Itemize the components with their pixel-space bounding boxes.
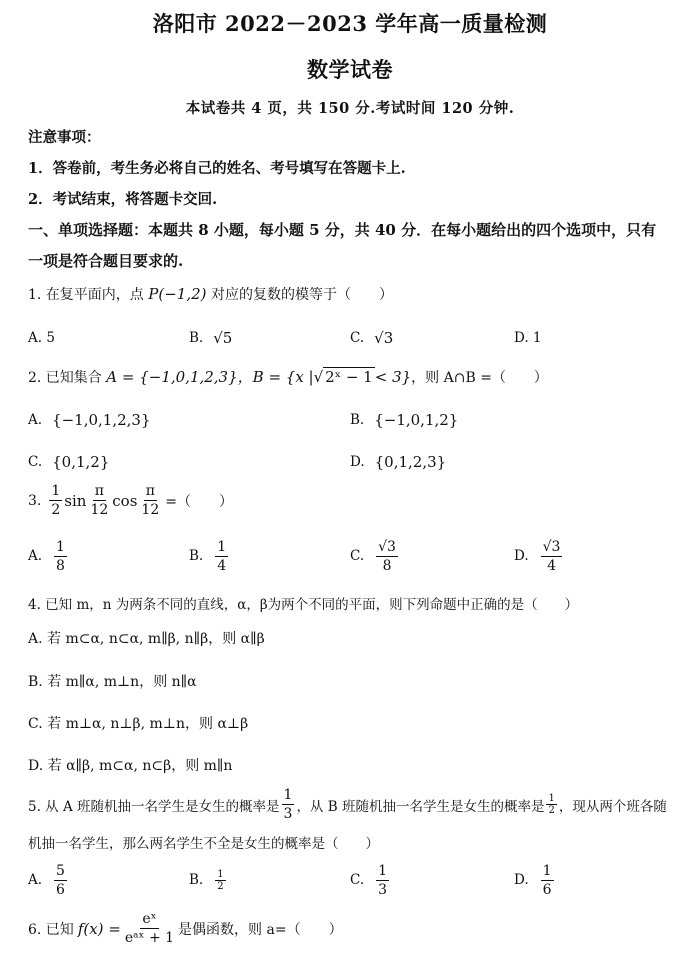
exam-title: 洛阳市 2022－2023 学年高一质量检测 bbox=[152, 11, 548, 36]
note-item-2: 2．考试结束，将答题卡交回. bbox=[28, 191, 218, 208]
option-d: D. 若 α∥β, m⊂α, n⊂β，则 m∥n bbox=[28, 758, 233, 774]
option-d: D. 1 bbox=[514, 330, 542, 346]
exam-info: 本试卷共 4 页，共 150 分.考试时间 120 分钟. bbox=[185, 100, 515, 117]
fraction: $\frac{1}{2}$ bbox=[51, 483, 61, 518]
question-text: 对应的复数的模等于（ ） bbox=[210, 287, 393, 303]
math-set-b: ，B = {x | bbox=[237, 368, 314, 386]
math-set-a: A = {−1,0,1,2,3} bbox=[106, 368, 238, 386]
option-a: A. {−1,0,1,2,3} bbox=[28, 411, 151, 429]
option-c: C. 若 m⊥α, n⊥β, m⊥n，则 α⊥β bbox=[28, 716, 249, 732]
question-3-stem: 3. $\frac{1}{2}$ sin $\frac{\pi}{12}$ cos $\frac{\pi}{12}$ =（ ） bbox=[28, 483, 233, 518]
fraction: $\frac{\pi}{12}$ bbox=[141, 483, 160, 518]
question-1-stem bbox=[28, 284, 678, 304]
option-a: A. $\frac{1}{8}$ bbox=[28, 538, 65, 574]
option-c: C. {0,1,2} bbox=[28, 453, 110, 471]
sqrt-expression: √ 2ˣ − 1 bbox=[313, 368, 373, 386]
option-b: B. 若 m∥α, m⊥n，则 n∥α bbox=[28, 674, 197, 690]
option-d: D. {0,1,2,3} bbox=[350, 453, 447, 471]
notes-heading: 注意事项： bbox=[28, 129, 101, 146]
question-2-options-row2 bbox=[28, 442, 678, 482]
option-c: C. $\frac{√3}{8}$ bbox=[350, 538, 396, 574]
question-text: 1. 在复平面内，点 bbox=[28, 287, 144, 303]
question-1-options bbox=[28, 318, 678, 358]
question-2-stem: 2. 已知集合 A = {−1,0,1,2,3}，B = {x |√ 2ˣ − 1 < 3}，则 A∩B =（ ） bbox=[28, 368, 548, 386]
math-point: P(−1,2) bbox=[148, 285, 207, 303]
option-b: B. {−1,0,1,2} bbox=[350, 411, 459, 429]
section-heading-line1: 一、单项选择题：本题共 8 小题，每小题 5 分，共 40 分．在每小题给出的四个选项中，只有 bbox=[28, 221, 657, 239]
option-c: C. $\frac{1}{3}$ bbox=[350, 862, 388, 898]
note-item-1: 1．答卷前，考生务必将自己的姓名、考号填写在答题卡上. bbox=[28, 160, 406, 177]
question-5-options bbox=[28, 858, 678, 902]
option-d: D. $\frac{1}{6}$ bbox=[514, 862, 552, 898]
option-b: B. $\frac{1}{4}$ bbox=[189, 538, 227, 574]
question-text: 2. 已知集合 bbox=[28, 370, 102, 386]
fraction: $\frac{1}{3}$ bbox=[283, 787, 293, 822]
option-a: A. 若 m⊂α, n⊂α, m∥β, n∥β，则 α∥β bbox=[28, 631, 265, 647]
question-3-options bbox=[28, 534, 678, 578]
option-b: B. $\frac{1}{2}$ bbox=[189, 868, 224, 892]
fraction: $\frac{\pi}{12}$ bbox=[90, 483, 109, 518]
fraction: $\frac{1}{2}$ bbox=[548, 793, 555, 816]
option-c: C. √3 bbox=[350, 329, 394, 347]
question-2-options-row1 bbox=[28, 400, 678, 440]
question-4-stem: 4. 已知 m，n 为两条不同的直线，α，β为两个不同的平面，则下列命题中正确的是（ ） bbox=[28, 597, 579, 613]
option-a: A. $\frac{5}{6}$ bbox=[28, 862, 65, 898]
option-a: A. 5 bbox=[28, 330, 55, 346]
question-text: ，则 A∩B =（ ） bbox=[411, 370, 548, 386]
section-heading-line2: 一项是符合题目要求的. bbox=[28, 252, 184, 270]
question-5-stem-line2: 机抽一名学生，那么两名学生不全是女生的概率是（ ） bbox=[28, 836, 379, 852]
fraction: $\frac{\text{eˣ}}{\text{eᵃˣ + 1}}$ bbox=[124, 911, 175, 946]
option-b: B. √5 bbox=[189, 329, 233, 347]
option-d: D. $\frac{√3}{4}$ bbox=[514, 538, 561, 574]
question-5-stem: 5. 从 A 班随机抽一名学生是女生的概率是 $\frac{1}{3}$ ，从 B 班随机抽一名学生是女生的概率是 $\frac{1}{2}$ ，现从两个班各随 bbox=[28, 787, 667, 822]
exam-subtitle: 数学试卷 bbox=[307, 57, 393, 82]
question-6-stem: 6. 已知 f(x) = $\frac{\text{eˣ}}{\text{eᵃˣ + 1}}$ 是偶函数，则 a=（ ） bbox=[28, 911, 343, 946]
